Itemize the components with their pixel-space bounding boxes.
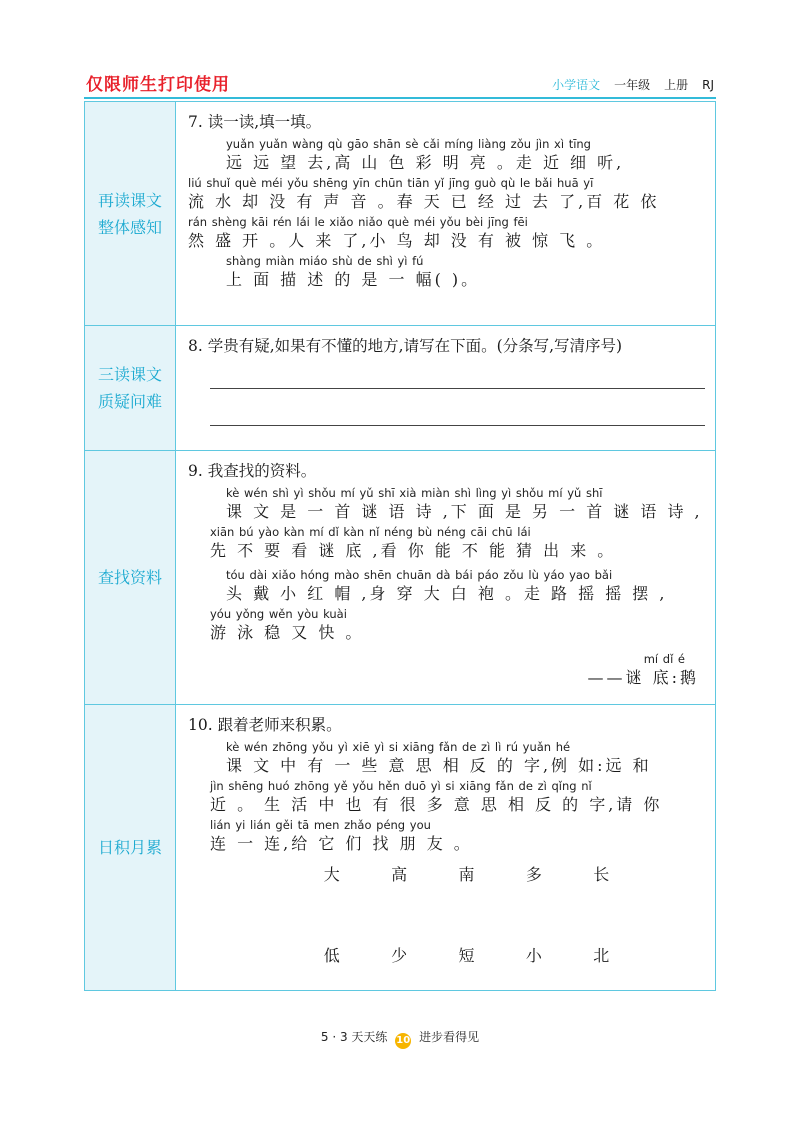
footer-slogan: 进步看得见 [419,1030,480,1044]
section-7-side [85,102,176,326]
subject-label: 小学语文 [552,78,601,92]
side-label-line: 整体感知 [97,217,162,237]
match-char[interactable]: 短 [458,946,475,965]
match-char[interactable]: 高 [391,865,408,884]
riddle-answer: ——谜 底:鹅 [587,668,699,687]
side-label-line: 再读课文 [97,190,162,210]
pinyin-line: xiān bú yào kàn mí dǐ kàn nǐ néng bù néng cāi chū lái [210,525,531,539]
side-label-line: 日积月累 [97,838,162,857]
pinyin-line: lián yi lián gěi tā men zhǎo péng you [210,818,431,832]
footer-brand: 5 · 3 天天练 [320,1030,388,1044]
section-7-content [176,102,716,326]
question-title: 10. 跟着老师来积累。 [188,716,342,734]
question-title: 7. 读一读,填一填。 [188,113,322,131]
hanzi-line: 然 盛 开 。人 来 了,小 鸟 却 没 有 被 惊 飞 。 [188,231,606,250]
pinyin-line: tóu dài xiǎo hóng mào shēn chuān dà bái páo zǒu lù yáo yao bǎi [226,568,613,582]
section-9 [85,451,716,705]
hanzi-line: 连 一 连,给 它 们 找 朋 友 。 [210,834,473,853]
hanzi-line: 课 文 是 一 首 谜 语 诗 ,下 面 是 另 一 首 谜 语 诗 , [226,502,703,521]
pinyin-line: shàng miàn miáo shù de shì yì fú [226,254,424,268]
hanzi-line: 游 泳 稳 又 快 。 [210,623,365,642]
section-10-side [85,705,176,991]
match-top-row [188,862,705,885]
worksheet-table [84,101,716,991]
pinyin-line: liú shuǐ què méi yǒu shēng yīn chūn tiān yǐ jīng guò qù le bǎi huā yī [188,176,594,190]
hanzi-line: 远 远 望 去,高 山 色 彩 明 亮 。走 近 细 听, [226,153,625,172]
hanzi-line: 流 水 却 没 有 声 音 。春 天 已 经 过 去 了,百 花 依 [188,192,660,211]
pinyin-line: yuǎn yuǎn wàng qù gāo shān sè cǎi míng liàng zǒu jìn xì tīng [226,137,591,151]
pinyin-line: jìn shēng huó zhōng yě yǒu hěn duō yì si xiāng fǎn de zì qǐng nǐ [210,779,592,793]
answer-line[interactable] [210,425,705,426]
page-footer [0,1028,800,1049]
edition-label: RJ [702,77,714,92]
section-8 [85,326,716,451]
section-8-content [176,326,716,451]
pinyin-line: rán shèng kāi rén lái le xiǎo niǎo què méi yǒu bèi jīng fēi [188,215,528,229]
header-meta [552,76,714,93]
hanzi-line: 先 不 要 看 谜 底 ,看 你 能 不 能 猜 出 来 。 [210,541,617,560]
riddle-answer-pinyin: mí dǐ é [643,652,685,666]
grade-label: 一年级 [614,78,651,92]
match-char[interactable]: 北 [593,946,610,965]
header-divider [84,97,716,99]
match-char[interactable]: 大 [323,865,340,884]
hanzi-line: 课 文 中 有 一 些 意 思 相 反 的 字,例 如:远 和 [226,756,652,775]
page-number-badge: 10 [395,1033,411,1049]
match-char[interactable]: 低 [323,946,340,965]
side-label-line: 质疑问难 [97,392,162,411]
section-10-content [176,705,716,991]
pinyin-line: kè wén shì yì shǒu mí yǔ shī xià miàn shì lìng yì shǒu mí yǔ shī [226,486,603,500]
section-9-side [85,451,176,705]
pinyin-line: kè wén zhōng yǒu yì xiē yì si xiāng fǎn de zì lì rú yuǎn hé [226,740,571,754]
question-title: 8. 学贵有疑,如果有不懂的地方,请写在下面。(分条写,写清序号) [188,337,623,355]
section-7 [85,102,716,326]
side-label-line: 查找资料 [97,568,162,587]
match-char[interactable]: 南 [458,865,475,884]
match-bottom-row [188,943,705,966]
section-9-content [176,451,716,705]
hanzi-line: 上 面 描 述 的 是 一 幅( )。 [226,270,481,289]
match-char[interactable]: 小 [525,946,542,965]
pinyin-line: yóu yǒng wěn yòu kuài [210,607,347,621]
section-10 [85,705,716,991]
match-char[interactable]: 少 [391,946,408,965]
print-notice: 仅限师生打印使用 [86,75,230,95]
match-char[interactable]: 长 [593,865,610,884]
hanzi-line: 近 。 生 活 中 也 有 很 多 意 思 相 反 的 字,请 你 [210,795,663,814]
hanzi-line: 头 戴 小 红 帽 ,身 穿 大 白 袍 。走 路 摇 摇 摆 , [226,584,668,603]
match-char[interactable]: 多 [525,865,542,884]
question-title: 9. 我查找的资料。 [188,462,317,480]
section-8-side [85,326,176,451]
volume-label: 上册 [664,78,689,92]
side-label-line: 三读课文 [97,365,162,384]
